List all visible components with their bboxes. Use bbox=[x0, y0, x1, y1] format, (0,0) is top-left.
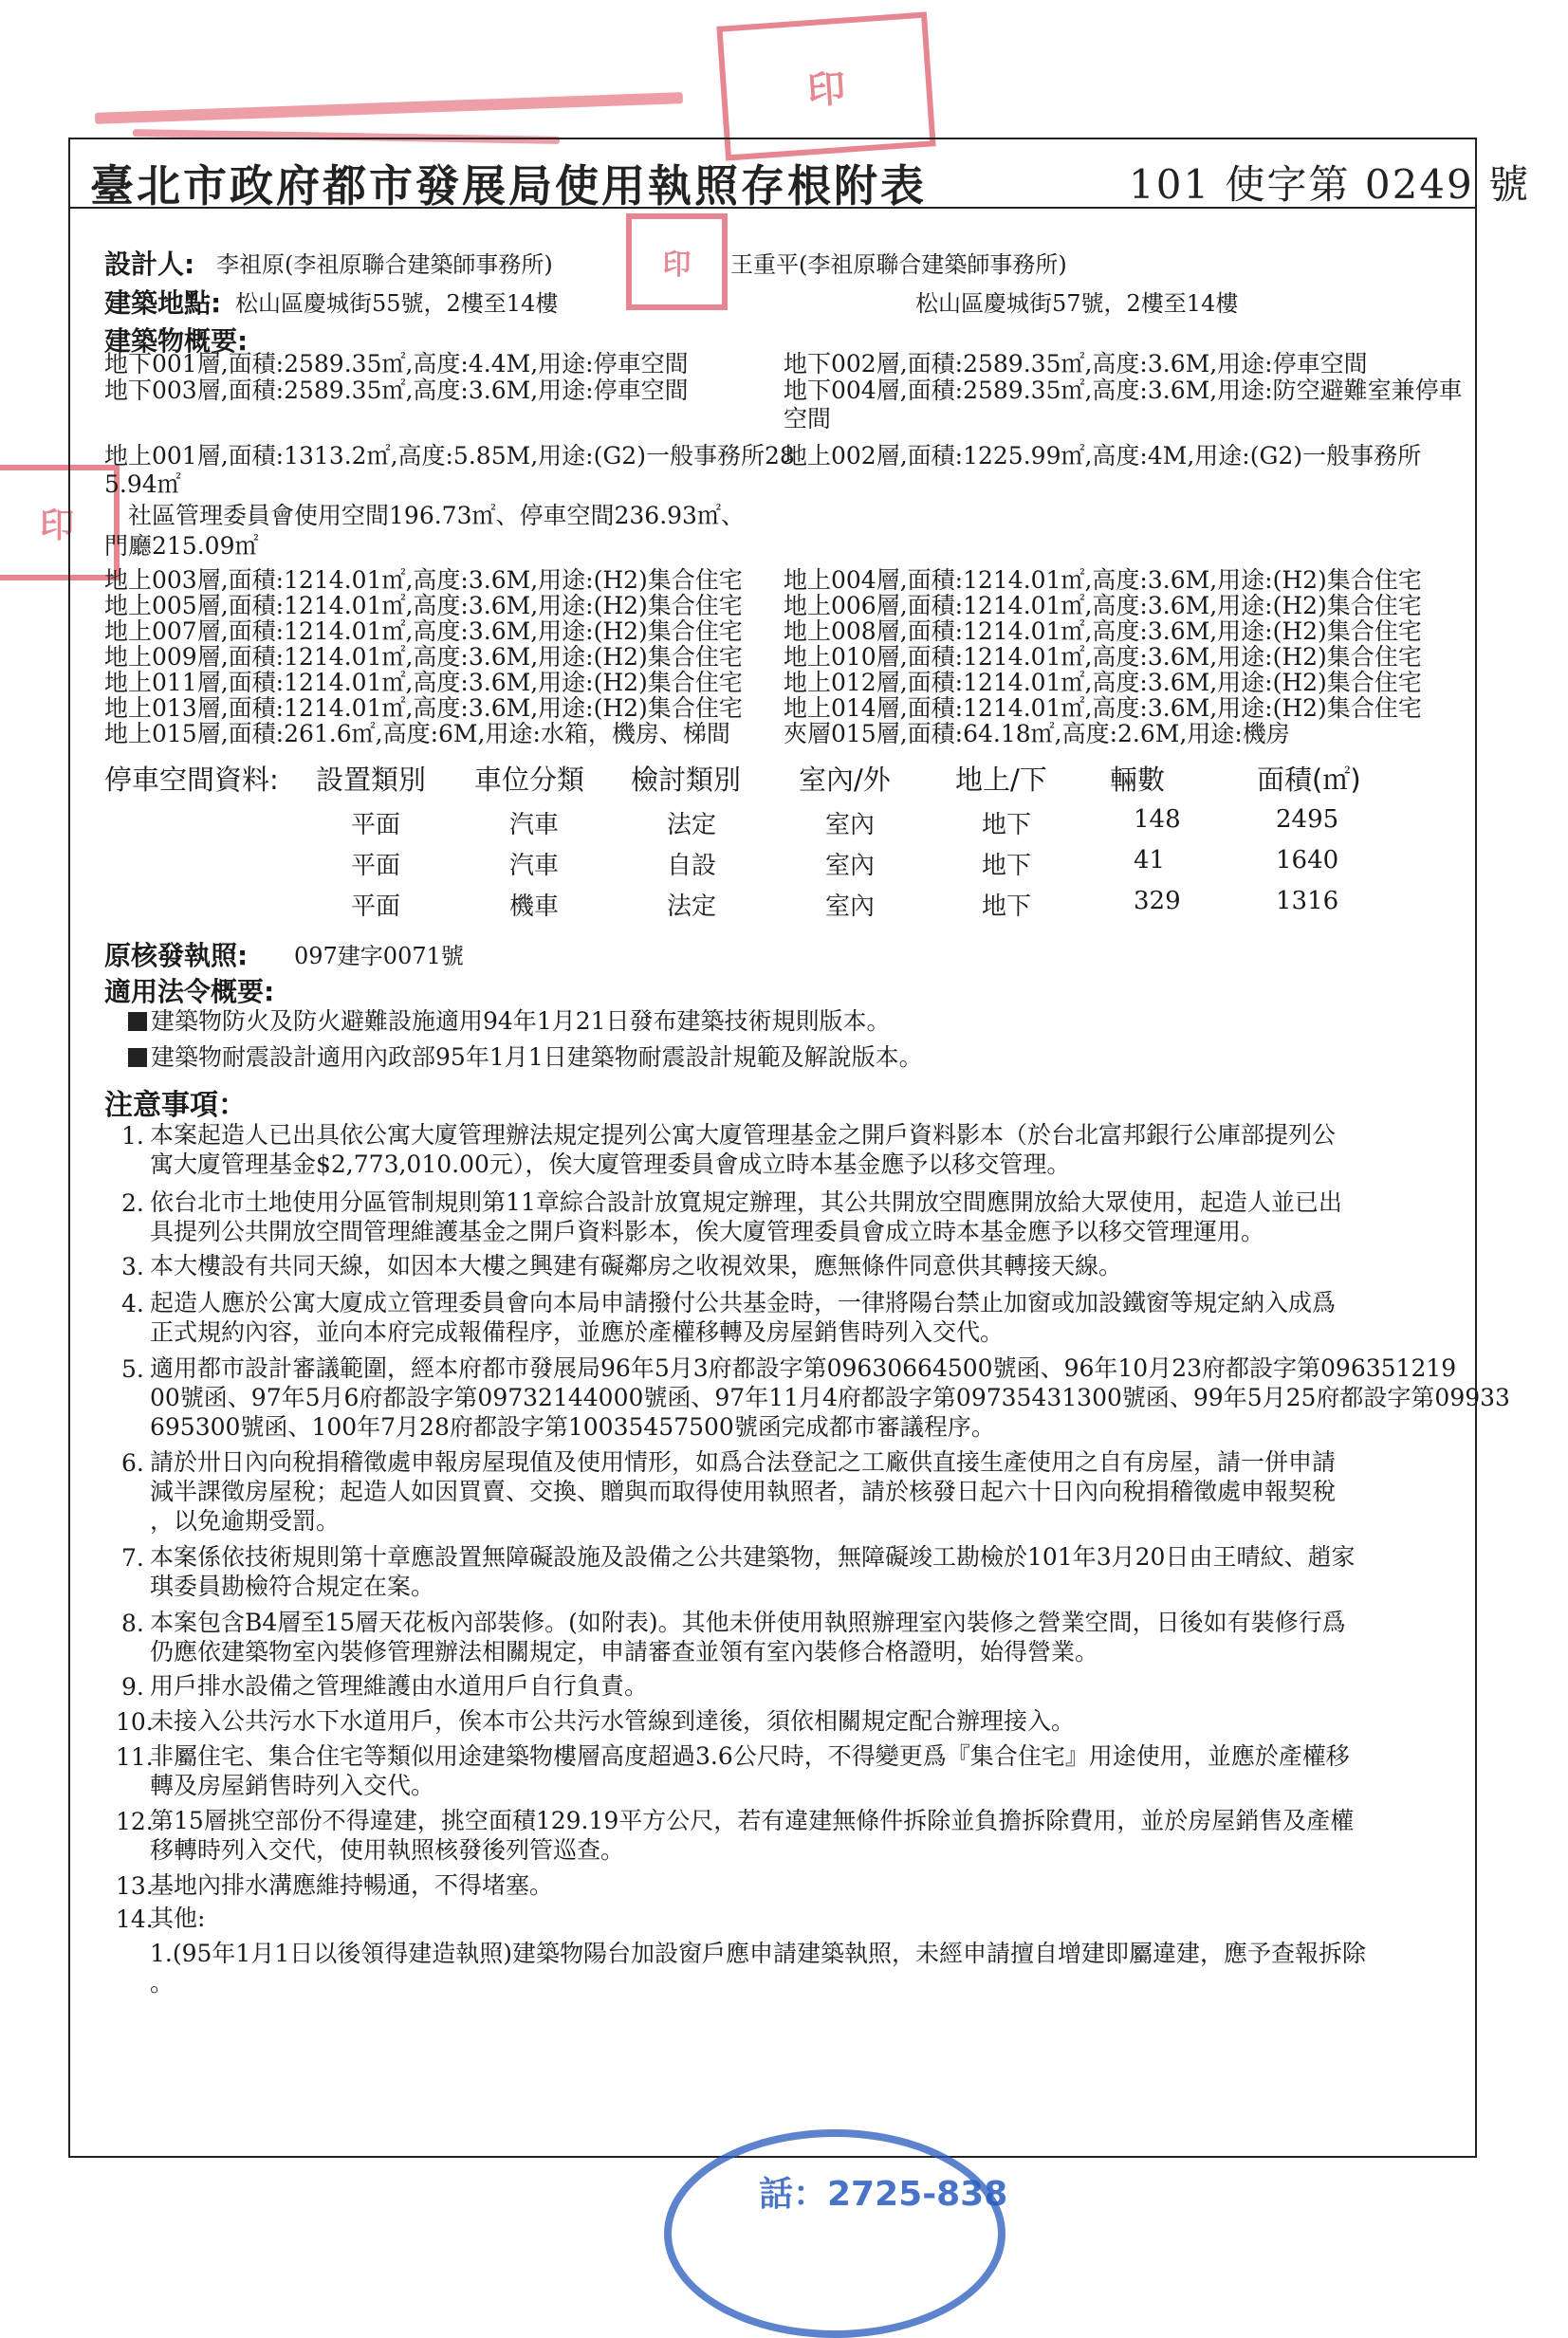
permit-number: 101 使字第 0249 號 bbox=[1129, 161, 1531, 208]
parking-label: 停車空間資料: bbox=[104, 764, 279, 796]
site-label: 建築地點: bbox=[104, 287, 222, 319]
site-value: 松山區慶城街57號，2樓至14樓 bbox=[915, 290, 1239, 317]
floor-line: 地上005層,面積:1214.01㎡,高度:3.6M,用途:(H2)集合住宅 bbox=[104, 592, 743, 619]
parking-cell: 1316 bbox=[1276, 887, 1339, 915]
note-number: 5. bbox=[121, 1355, 144, 1383]
checkbox-icon bbox=[128, 1048, 147, 1067]
parking-cell: 法定 bbox=[667, 811, 717, 839]
floor-line: 地上013層,面積:1214.01㎡,高度:3.6M,用途:(H2)集合住宅 bbox=[104, 694, 743, 722]
floor-line: 地上001層,面積:1313.2㎡,高度:5.85M,用途:(G2)一般事務所28 bbox=[104, 442, 795, 469]
floor-line: 地上014層,面積:1214.01㎡,高度:3.6M,用途:(H2)集合住宅 bbox=[784, 694, 1422, 722]
note-line: 。 bbox=[150, 1969, 175, 1997]
floor-line: 地上007層,面積:1214.01㎡,高度:3.6M,用途:(H2)集合住宅 bbox=[104, 617, 743, 645]
note-line: 轉及房屋銷售時列入交代。 bbox=[150, 1772, 435, 1799]
note-line: 請於卅日內向稅捐稽徵處申報房屋現值及使用情形，如爲合法登記之工廠供直接生產使用之自有房屋，請一併申請 bbox=[150, 1448, 1337, 1476]
parking-cell: 329 bbox=[1134, 887, 1181, 915]
parking-cell: 室內 bbox=[825, 852, 876, 880]
note-number: 1. bbox=[121, 1122, 144, 1150]
note-line: 正式規約內容，並向本府完成報備程序，並應於產權移轉及房屋銷售時列入交代。 bbox=[150, 1318, 1005, 1346]
note-line: 本大樓設有共同天線，如因本大樓之興建有礙鄰房之收視效果，應無條件同意供其轉接天線。 bbox=[150, 1252, 1123, 1279]
floor-line: 5.94㎡ bbox=[104, 470, 181, 498]
floor-line: 門廳215.09㎡ bbox=[104, 532, 259, 560]
note-number: 12. bbox=[116, 1808, 154, 1835]
designer-value: 李祖原(李祖原聯合建築師事務所) bbox=[216, 251, 553, 278]
summary-label: 建築物概要: bbox=[104, 325, 249, 357]
document-title: 臺北市政府都市發展局使用執照存根附表 bbox=[90, 160, 927, 212]
floor-line: 地下002層,面積:2589.35㎡,高度:3.6M,用途:停車空間 bbox=[784, 350, 1368, 377]
note-number: 3. bbox=[121, 1253, 144, 1280]
note-line: 00號函、97年5月6府都設字第09732144000號函、97年11月4府都設字第09735431300號函、99年5月25府都設字第09933 bbox=[150, 1384, 1510, 1411]
note-line: 本案係依技術規則第十章應設置無障礙設施及設備之公共建築物，無障礙竣工勘檢於101年3月20日由王晴紋、趙家 bbox=[150, 1543, 1356, 1571]
red-seal-left: 印 bbox=[0, 465, 120, 580]
note-number: 2. bbox=[121, 1189, 144, 1217]
note-line: 寓大廈管理基金$2,773,010.00元），俟大廈管理委員會成立時本基金應予以移交管理。 bbox=[150, 1151, 1071, 1178]
note-line: 未接入公共污水下水道用戶，俟本市公共污水管線到達後，須依相關規定配合辦理接入。 bbox=[150, 1707, 1076, 1735]
parking-header: 輛數 bbox=[1110, 764, 1166, 796]
note-number: 6. bbox=[121, 1449, 144, 1477]
parking-cell: 汽車 bbox=[509, 811, 560, 839]
floor-line: 地下003層,面積:2589.35㎡,高度:3.6M,用途:停車空間 bbox=[104, 377, 689, 404]
law-item: 建築物防火及防火避難設施適用94年1月21日發布建築技術規則版本。 bbox=[128, 1008, 891, 1035]
red-marking bbox=[95, 92, 683, 124]
parking-cell: 地下 bbox=[982, 852, 1032, 880]
floor-line: 地上002層,面積:1225.99㎡,高度:4M,用途:(G2)一般事務所 bbox=[784, 442, 1422, 469]
floor-line: 地上006層,面積:1214.01㎡,高度:3.6M,用途:(H2)集合住宅 bbox=[784, 592, 1422, 619]
note-line: 適用都市設計審議範圍，經本府都市發展局96年5月3府都設字第09630664500號函、96年10月23府都設字第096351219 bbox=[150, 1354, 1457, 1382]
note-line: 起造人應於公寓大廈成立管理委員會向本局申請撥付公共基金時，一律將陽台禁止加窗或加設鐵窗等規定納入成爲 bbox=[150, 1289, 1337, 1316]
parking-cell: 平面 bbox=[351, 811, 401, 839]
note-number: 8. bbox=[121, 1610, 144, 1637]
parking-cell: 1640 bbox=[1276, 846, 1339, 874]
floor-line: 地上009層,面積:1214.01㎡,高度:3.6M,用途:(H2)集合住宅 bbox=[104, 643, 743, 671]
red-seal-top: 印 bbox=[716, 11, 935, 160]
parking-header: 車位分類 bbox=[474, 764, 585, 796]
note-line: 本案起造人已出具依公寓大廈管理辦法規定提列公寓大廈管理基金之開戶資料影本（於台北富邦銀行公庫部提列公 bbox=[150, 1121, 1337, 1149]
designer-value: 王重平(李祖原聯合建築師事務所) bbox=[730, 251, 1067, 278]
note-line: 基地內排水溝應維持暢通，不得堵塞。 bbox=[150, 1871, 554, 1899]
parking-cell: 地下 bbox=[982, 811, 1032, 839]
parking-cell: 汽車 bbox=[509, 852, 560, 880]
laws-label: 適用法令概要: bbox=[104, 976, 275, 1007]
parking-header: 地上/下 bbox=[955, 764, 1047, 796]
blue-stamp bbox=[664, 2129, 1008, 2338]
law-item: 建築物耐震設計適用內政部95年1月1日建築物耐震設計規範及解說版本。 bbox=[128, 1044, 923, 1071]
note-number: 14. bbox=[116, 1905, 154, 1933]
red-seal-mid: 印 bbox=[626, 213, 728, 310]
note-line: 琪委員勘檢符合規定在案。 bbox=[150, 1573, 435, 1600]
floor-line: 地上010層,面積:1214.01㎡,高度:3.6M,用途:(H2)集合住宅 bbox=[784, 643, 1422, 671]
parking-cell: 41 bbox=[1134, 846, 1166, 874]
note-line: 移轉時列入交代，使用執照核發後列管巡查。 bbox=[150, 1836, 625, 1864]
floor-line: 地上008層,面積:1214.01㎡,高度:3.6M,用途:(H2)集合住宅 bbox=[784, 617, 1422, 645]
note-number: 10. bbox=[116, 1708, 154, 1736]
note-line: 用戶排水設備之管理維護由水道用戶自行負責。 bbox=[150, 1672, 649, 1700]
floor-line: 夾層015層,面積:64.18㎡,高度:2.6M,用途:機房 bbox=[784, 720, 1290, 747]
note-number: 9. bbox=[121, 1673, 144, 1701]
parking-cell: 平面 bbox=[351, 852, 401, 880]
original-permit-label: 原核發執照: bbox=[104, 940, 249, 971]
floor-line: 空間 bbox=[784, 405, 832, 433]
parking-cell: 法定 bbox=[667, 893, 717, 921]
floor-line: 地下001層,面積:2589.35㎡,高度:4.4M,用途:停車空間 bbox=[104, 350, 689, 377]
parking-header: 室內/外 bbox=[799, 764, 891, 796]
note-line: 依台北市土地使用分區管制規則第11章綜合設計放寬規定辦理，其公共開放空間應開放給大眾使用，起造人並已出 bbox=[150, 1188, 1342, 1216]
designer-label: 設計人: bbox=[104, 249, 195, 280]
note-line: 仍應依建築物室內裝修管理辦法相關規定，申請審查並領有室內裝修合格證明，始得營業。 bbox=[150, 1638, 1099, 1666]
note-line: 本案包含B4層至15層天花板內部裝修。(如附表)。其他未併使用執照辦理室內裝修之營業空間，日後如有裝修行爲 bbox=[150, 1609, 1346, 1636]
parking-header: 面積(㎡) bbox=[1257, 764, 1361, 796]
original-permit-value: 097建字0071號 bbox=[294, 943, 464, 969]
parking-header: 設置類別 bbox=[316, 764, 427, 796]
stamp-phone-text: 話：2725-838 bbox=[759, 2175, 1008, 2214]
parking-cell: 地下 bbox=[982, 893, 1032, 921]
note-line: ，以免逾期受罰。 bbox=[150, 1507, 341, 1535]
parking-cell: 機車 bbox=[509, 893, 560, 921]
floor-line: 地下004層,面積:2589.35㎡,高度:3.6M,用途:防空避難室兼停車 bbox=[784, 377, 1463, 404]
parking-cell: 148 bbox=[1134, 805, 1181, 834]
parking-cell: 自設 bbox=[667, 852, 717, 880]
note-line: 非屬住宅、集合住宅等類似用途建築物樓層高度超過3.6公尺時，不得變更爲『集合住宅』用途使用，並應於產權移 bbox=[150, 1742, 1350, 1770]
note-line: 1.(95年1月1日以後領得建造執照)建築物陽台加設窗戶應申請建築執照，未經申請擅自增建即屬違建，應予查報拆除 bbox=[150, 1940, 1366, 1967]
checkbox-icon bbox=[128, 1012, 147, 1031]
notes-label: 注意事項： bbox=[104, 1089, 247, 1122]
floor-line: 社區管理委員會使用空間196.73㎡、停車空間236.93㎡、 bbox=[128, 502, 745, 529]
floor-line: 地上004層,面積:1214.01㎡,高度:3.6M,用途:(H2)集合住宅 bbox=[784, 566, 1422, 594]
floor-line: 地上003層,面積:1214.01㎡,高度:3.6M,用途:(H2)集合住宅 bbox=[104, 566, 743, 594]
parking-cell: 室內 bbox=[825, 893, 876, 921]
parking-cell: 室內 bbox=[825, 811, 876, 839]
note-number: 4. bbox=[121, 1290, 144, 1317]
site-value: 松山區慶城街55號，2樓至14樓 bbox=[235, 290, 559, 317]
floor-line: 地上015層,面積:261.6㎡,高度:6M,用途:水箱，機房、梯間 bbox=[104, 720, 730, 747]
note-line: 695300號函、100年7月28府都設字第10035457500號函完成都市審議程序。 bbox=[150, 1413, 995, 1441]
floor-line: 地上011層,面積:1214.01㎡,高度:3.6M,用途:(H2)集合住宅 bbox=[104, 669, 743, 696]
note-line: 其他: bbox=[150, 1905, 206, 1932]
note-number: 13. bbox=[116, 1872, 154, 1900]
note-line: 減半課徵房屋稅；起造人如因買賣、交換、贈與而取得使用執照者，請於核發日起六十日內向稅捐稽徵處申報契稅 bbox=[150, 1478, 1337, 1505]
parking-header: 檢討類別 bbox=[631, 764, 742, 796]
note-number: 11. bbox=[116, 1743, 154, 1771]
note-number: 7. bbox=[121, 1544, 144, 1572]
parking-cell: 2495 bbox=[1276, 805, 1339, 834]
note-line: 具提列公共開放空間管理維護基金之開戶資料影本，俟大廈管理委員會成立時本基金應予以移交管理運用。 bbox=[150, 1218, 1265, 1245]
parking-cell: 平面 bbox=[351, 893, 401, 921]
floor-line: 地上012層,面積:1214.01㎡,高度:3.6M,用途:(H2)集合住宅 bbox=[784, 669, 1422, 696]
note-line: 第15層挑空部份不得違建，挑空面積129.19平方公尺，若有違建無條件拆除並負擔拆除費用，並於房屋銷售及產權 bbox=[150, 1807, 1355, 1834]
